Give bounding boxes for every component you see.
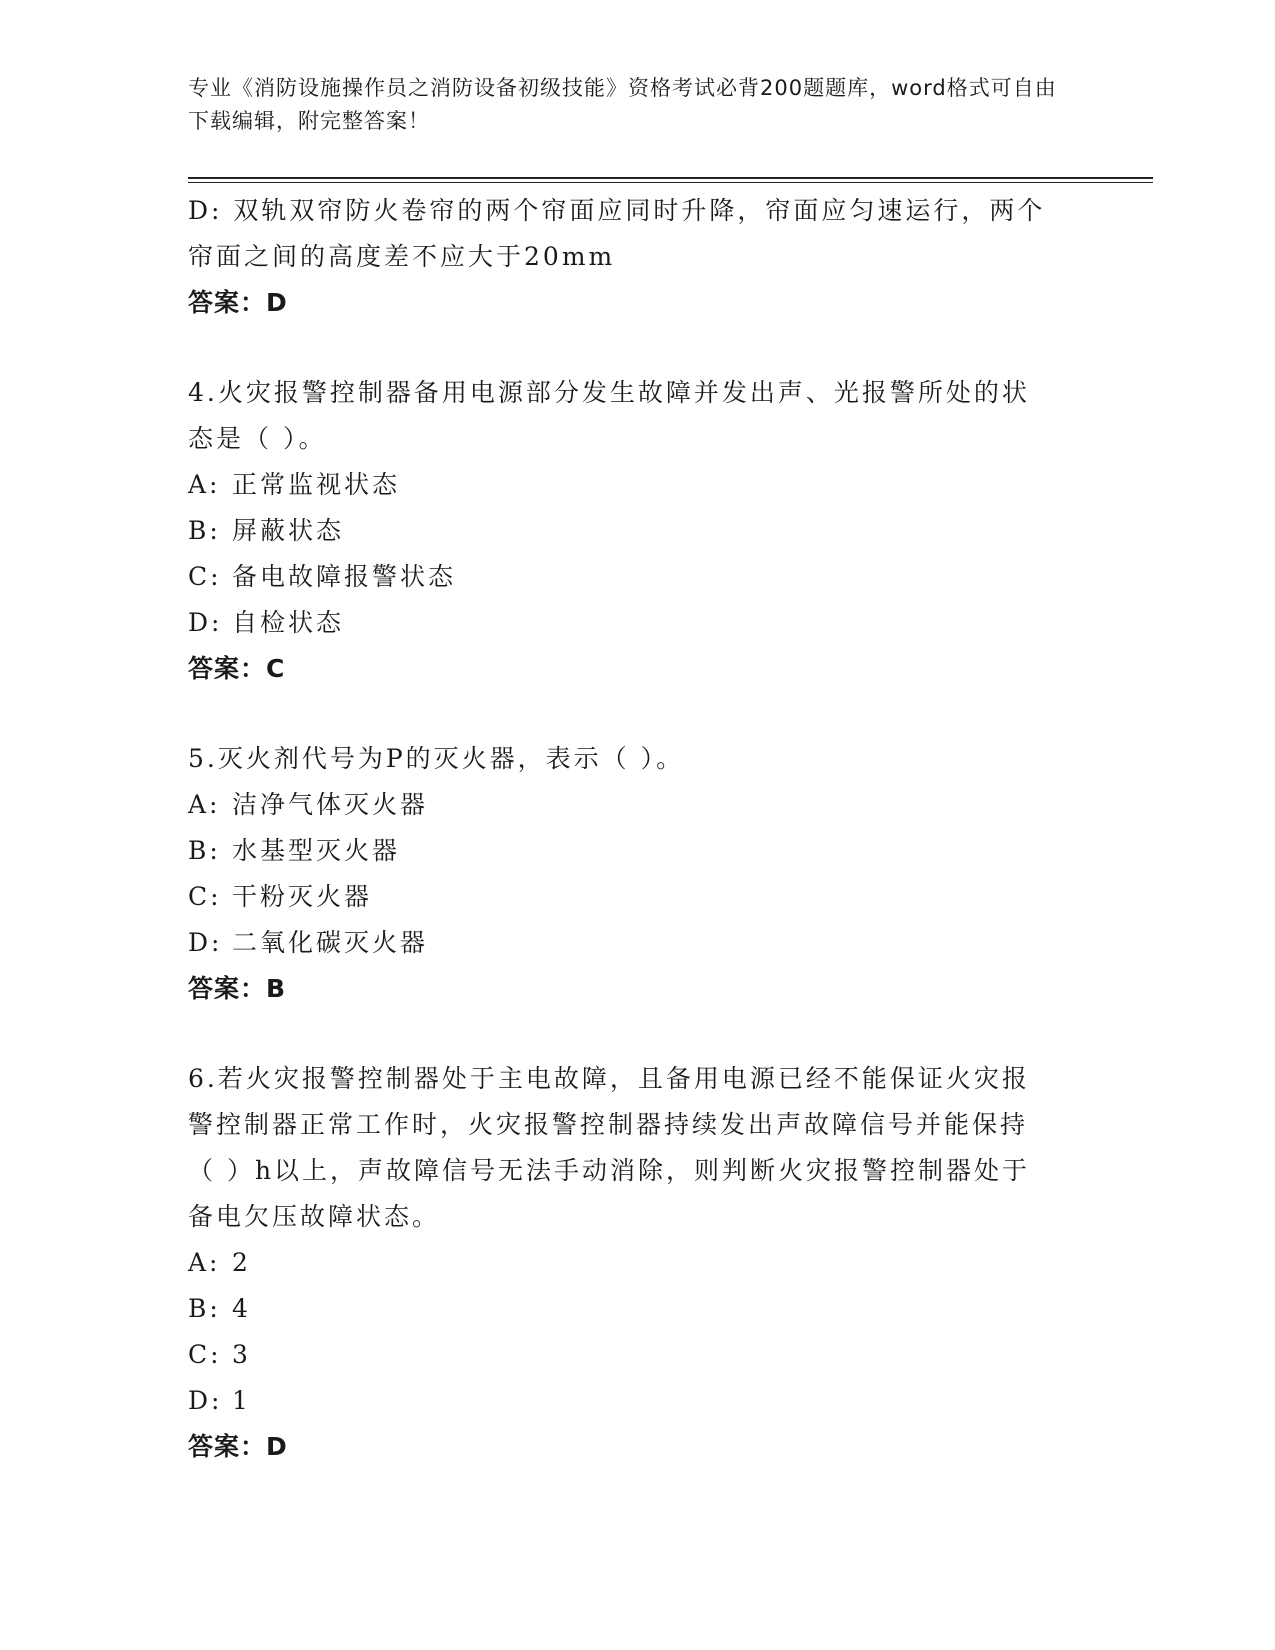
- option-label: B:: [188, 836, 221, 865]
- option-b: [188, 508, 1088, 554]
- question-block: [188, 736, 1088, 1012]
- option-c: [188, 1332, 1088, 1378]
- option-text: 2: [232, 1248, 251, 1277]
- option-c: [188, 874, 1088, 920]
- option-text: 屏蔽状态: [232, 516, 345, 545]
- option-a: [188, 1240, 1088, 1286]
- question-block: [188, 1056, 1088, 1470]
- option-label: A:: [188, 790, 221, 819]
- option-text: 二氧化碳灭火器: [232, 928, 429, 957]
- option-label: C:: [188, 882, 222, 911]
- question-stem-line: 4.火灾报警控制器备用电源部分发生故障并发出声、光报警所处的状: [188, 378, 1030, 407]
- option-d: [188, 600, 1088, 646]
- option-text: 3: [232, 1340, 251, 1369]
- question-stem-line: 6.若火灾报警控制器处于主电故障，且备用电源已经不能保证火灾报: [188, 1064, 1030, 1093]
- header-rule-thick: [188, 177, 1153, 179]
- option-label: D:: [188, 1386, 223, 1415]
- question-stem-line: （ ）h以上，声故障信号无法手动消除，则判断火灾报警控制器处于: [188, 1156, 1031, 1185]
- option-label: D:: [188, 928, 223, 957]
- question-stem-line: D: 双轨双帘防火卷帘的两个帘面应同时升降，帘面应匀速运行，两个: [188, 196, 1046, 225]
- answer-line: 答案：B: [188, 974, 287, 1003]
- option-label: B:: [188, 516, 221, 545]
- option-label: C:: [188, 1340, 222, 1369]
- question-stem-line: 态是（ ）。: [188, 424, 327, 453]
- question-list: [188, 188, 1088, 1470]
- option-text: 4: [232, 1294, 251, 1323]
- option-text: 自检状态: [232, 608, 345, 637]
- option-a: [188, 782, 1088, 828]
- option-d: [188, 920, 1088, 966]
- answer-line: 答案：C: [188, 654, 286, 683]
- header-rule-thin: [188, 182, 1153, 183]
- option-text: 正常监视状态: [232, 470, 401, 499]
- question-block: [188, 188, 1088, 326]
- option-text: 水基型灭火器: [232, 836, 401, 865]
- option-text: 1: [232, 1386, 251, 1415]
- option-label: A:: [188, 470, 221, 499]
- question-stem-line: 备电欠压故障状态。: [188, 1202, 441, 1231]
- document-header: 专业《消防设施操作员之消防设备初级技能》资格考试必背200题题库，word格式可自由下载编辑，附完整答案！: [188, 76, 1057, 133]
- option-label: A:: [188, 1248, 221, 1277]
- question-stem-line: 警控制器正常工作时，火灾报警控制器持续发出声故障信号并能保持: [188, 1110, 1029, 1139]
- question-block: [188, 370, 1088, 692]
- answer-line: 答案：D: [188, 1432, 288, 1461]
- option-text: 干粉灭火器: [232, 882, 373, 911]
- option-label: B:: [188, 1294, 221, 1323]
- option-label: D:: [188, 608, 223, 637]
- answer-line: 答案：D: [188, 288, 288, 317]
- option-c: [188, 554, 1088, 600]
- option-label: C:: [188, 562, 222, 591]
- question-stem-line: 5.灭火剂代号为P的灭火器，表示（ ）。: [188, 744, 685, 773]
- question-stem-line: 帘面之间的高度差不应大于20mm: [188, 242, 616, 271]
- option-text: 洁净气体灭火器: [232, 790, 429, 819]
- option-d: [188, 1378, 1088, 1424]
- option-b: [188, 828, 1088, 874]
- option-b: [188, 1286, 1088, 1332]
- option-a: [188, 462, 1088, 508]
- option-text: 备电故障报警状态: [232, 562, 457, 591]
